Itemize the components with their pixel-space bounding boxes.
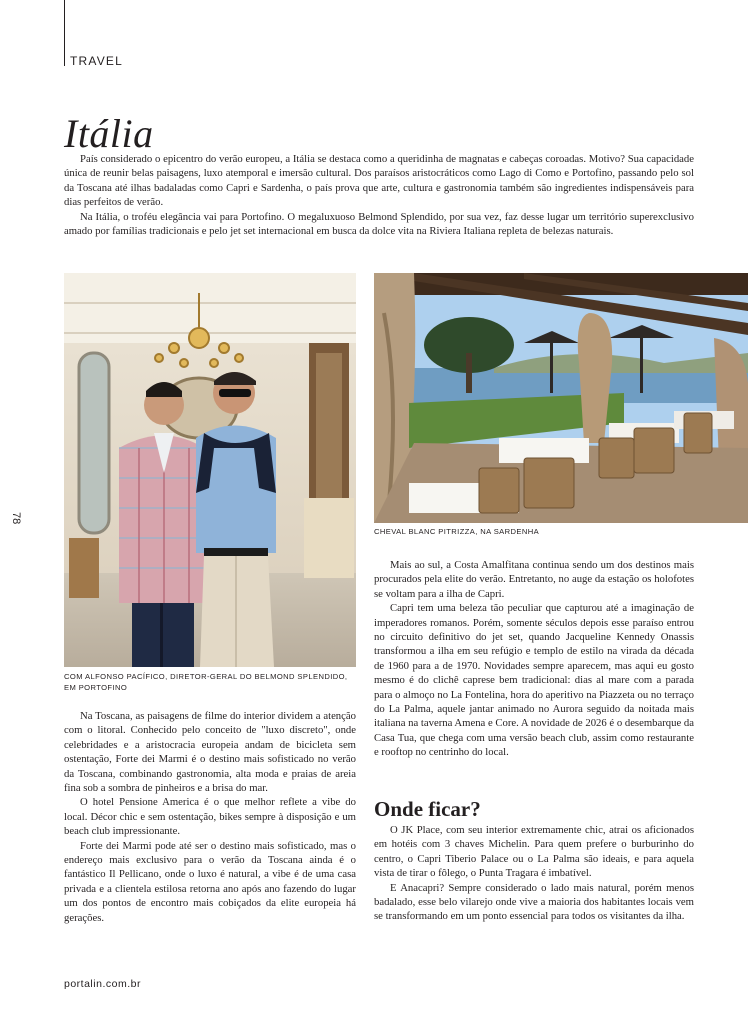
page-number: 78 [10, 512, 22, 525]
article-title: Itália [64, 111, 154, 156]
header-rule [64, 0, 65, 66]
section-label: TRAVEL [70, 54, 123, 68]
footer-site: portalin.com.br [64, 978, 141, 990]
intro-paragraph-2: Na Itália, o troféu elegância vai para Portofino. O megaluxuoso Belmond Splendido, por sua vez, faz desse lugar um território superexclusivo amado por famílias tradicionais e pelo jet set internacional em busca da dolce vita na Riviera Italiana repleta de belezas naturais. [64, 210, 694, 238]
photo-caption-left: COM ALFONSO PACÍFICO, DIRETOR-GERAL DO BELMOND SPLENDIDO, EM PORTOFINO [64, 672, 348, 692]
photo-portofino-interior [64, 273, 356, 667]
paragraph-costa-amalfitana: Mais ao sul, a Costa Amalfitana continua sendo um dos destinos mais procurados pela elite do verão. Entretanto, no auge da estação os holofotes se voltam para a ilha de Capri. [374, 559, 694, 600]
photo-sardinia-terrace [374, 273, 748, 523]
paragraph-toscana: Na Toscana, as paisagens de filme do interior dividem a atenção com o litoral. Conhecido pelo conceito de "luxo discreto", onde celebridades e a aristocracia europeia andam de bicicleta sem ostentação, Forte dei Marmi é o destino mais sofisticado no verão da Toscana, combinando gastronomia, alta moda e praias de areia fina sob a sombra de pinheiros e a brisa do mar. [64, 710, 356, 795]
paragraph-hotels: O JK Place, com seu interior extremamente chic, atrai os aficionados em hotéis com 3 chaves Michelin. Para quem prefere o burburinho do centro, o Capri Tiberio Palace ou o La Palma são ideais, e para aquela vista de tirar o fôlego, o Punta Tragara é imbatível. [374, 824, 694, 880]
paragraph-pensione-america: O hotel Pensione America é o que melhor reflete a vibe do local. Décor chic e sem ostentação, bikes sempre à disposição e um beach club impressionante. [64, 796, 356, 838]
paragraph-il-pellicano: Forte dei Marmi pode até ser o destino mais sofisticado, mas o endereço mais exclusivo para o verão da Toscana ainda é o fantástico Il Pellicano, onde o luxo é natural, a vibe é de uma casa privada e a clientela estilosa retorna ano após ano fazendo do lugar um dos pontos de encontro mais cobiçados da elite europeia há gerações. [64, 839, 356, 924]
right-column [374, 558, 694, 760]
photo-portofino-illustration [64, 273, 356, 667]
paragraph-capri: Capri tem uma beleza tão peculiar que capturou até a imaginação de imperadores romanos. Porém, somente séculos depois esse paraíso entrou no circuito definitivo do jet set, quando Jacqueline Kennedy Onassis transformou a ilha em seu refúgio e templo de estilo na virada da década de 1960 para a de 1970. Novidades sempre aparecem, mas aqui eu gosto mesmo é do clichê caprese bem tradicional: dias al mare com a parada para o almoço no La Fontelina, hora do aperitivo na Piazzeta ou no terraço do La Palma, aquele jantar animado no Aurora seguido da noitada mais italiana na taverna Amena e Core. A novidade de 2026 é o desembarque da Casa Tua, que chega com uma versão beach club, assim como restaurante e rooftop no centrinho do local. [374, 602, 694, 759]
paragraph-anacapri: E Anacapri? Sempre considerado o lado mais natural, porém menos badalado, esse belo vilarejo onde vive a maioria dos habitantes locais vem se transformando em um ponto essencial para todos os visitantes da ilha. [374, 881, 694, 923]
photo-caption-right: CHEVAL BLANC PITRIZZA, NA SARDENHA [374, 527, 540, 536]
photo-sardinia-illustration [374, 273, 748, 523]
intro-paragraph-1: País considerado o epicentro do verão europeu, a Itália se destaca como a queridinha de magnatas e cabeças coroadas. Motivo? Sua capacidade única de reunir belas paisagens, luxo atemporal e imersão cultural. Dos paraísos aristocráticos como Lago di Como e Portofino, passando pelo sol da Toscana até ilhas badaladas como Capri e Sardenha, o país prova que arte, cultura e gastronomia também são ingredientes indispensáveis para dias perfeitos de verão. [64, 153, 694, 209]
intro-text [64, 152, 694, 238]
left-column [64, 709, 356, 925]
where-to-stay-column [374, 823, 694, 924]
subheading-where-to-stay: Onde ficar? [374, 797, 481, 821]
